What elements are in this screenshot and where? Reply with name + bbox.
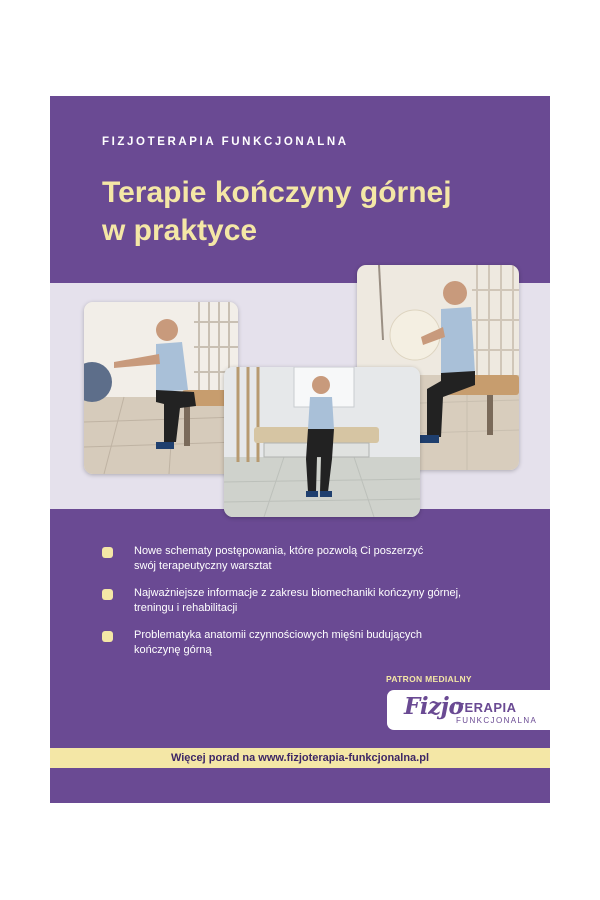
- footer-banner: Więcej porad na www.fizjoterapia-funkcjonalna.pl: [50, 748, 550, 768]
- bullet-square-icon: [102, 589, 113, 600]
- photo-seated-arm-reach: [84, 302, 238, 474]
- logo-word-text: TERAPIA: [456, 700, 517, 715]
- bullet-line-2: treningu i rehabilitacji: [134, 602, 238, 614]
- publisher-logo: [387, 690, 550, 730]
- patron-label: PATRON MEDIALNY: [386, 674, 472, 684]
- title-line-1: Terapie kończyny górnej: [102, 176, 452, 209]
- list-item: [102, 628, 522, 658]
- logo-script-text: Fizjo: [404, 693, 464, 720]
- benefits-list: [102, 544, 522, 670]
- bullet-line-1: Najważniejsze informacje z zakresu biomechaniki kończyny górnej,: [134, 587, 462, 599]
- bullet-line-2: swój terapeutyczny warsztat: [134, 560, 272, 572]
- logo-sub-text: FUNKCJONALNA: [456, 716, 538, 725]
- photo-ball-hold: [224, 367, 420, 517]
- list-item: [102, 544, 522, 574]
- title-line-2: w praktyce: [102, 214, 258, 247]
- bullet-square-icon: [102, 631, 113, 642]
- book-cover: [50, 96, 550, 803]
- bullet-line-2: kończynę górną: [134, 644, 212, 656]
- bullet-line-1: Problematyka anatomii czynnościowych mięśni budujących: [134, 629, 422, 641]
- bullet-square-icon: [102, 547, 113, 558]
- bullet-line-1: Nowe schematy postępowania, które pozwolą Ci poszerzyć: [134, 545, 424, 557]
- list-item: [102, 586, 522, 616]
- book-title: [102, 174, 522, 250]
- series-label: FIZJOTERAPIA FUNKCJONALNA: [102, 136, 349, 148]
